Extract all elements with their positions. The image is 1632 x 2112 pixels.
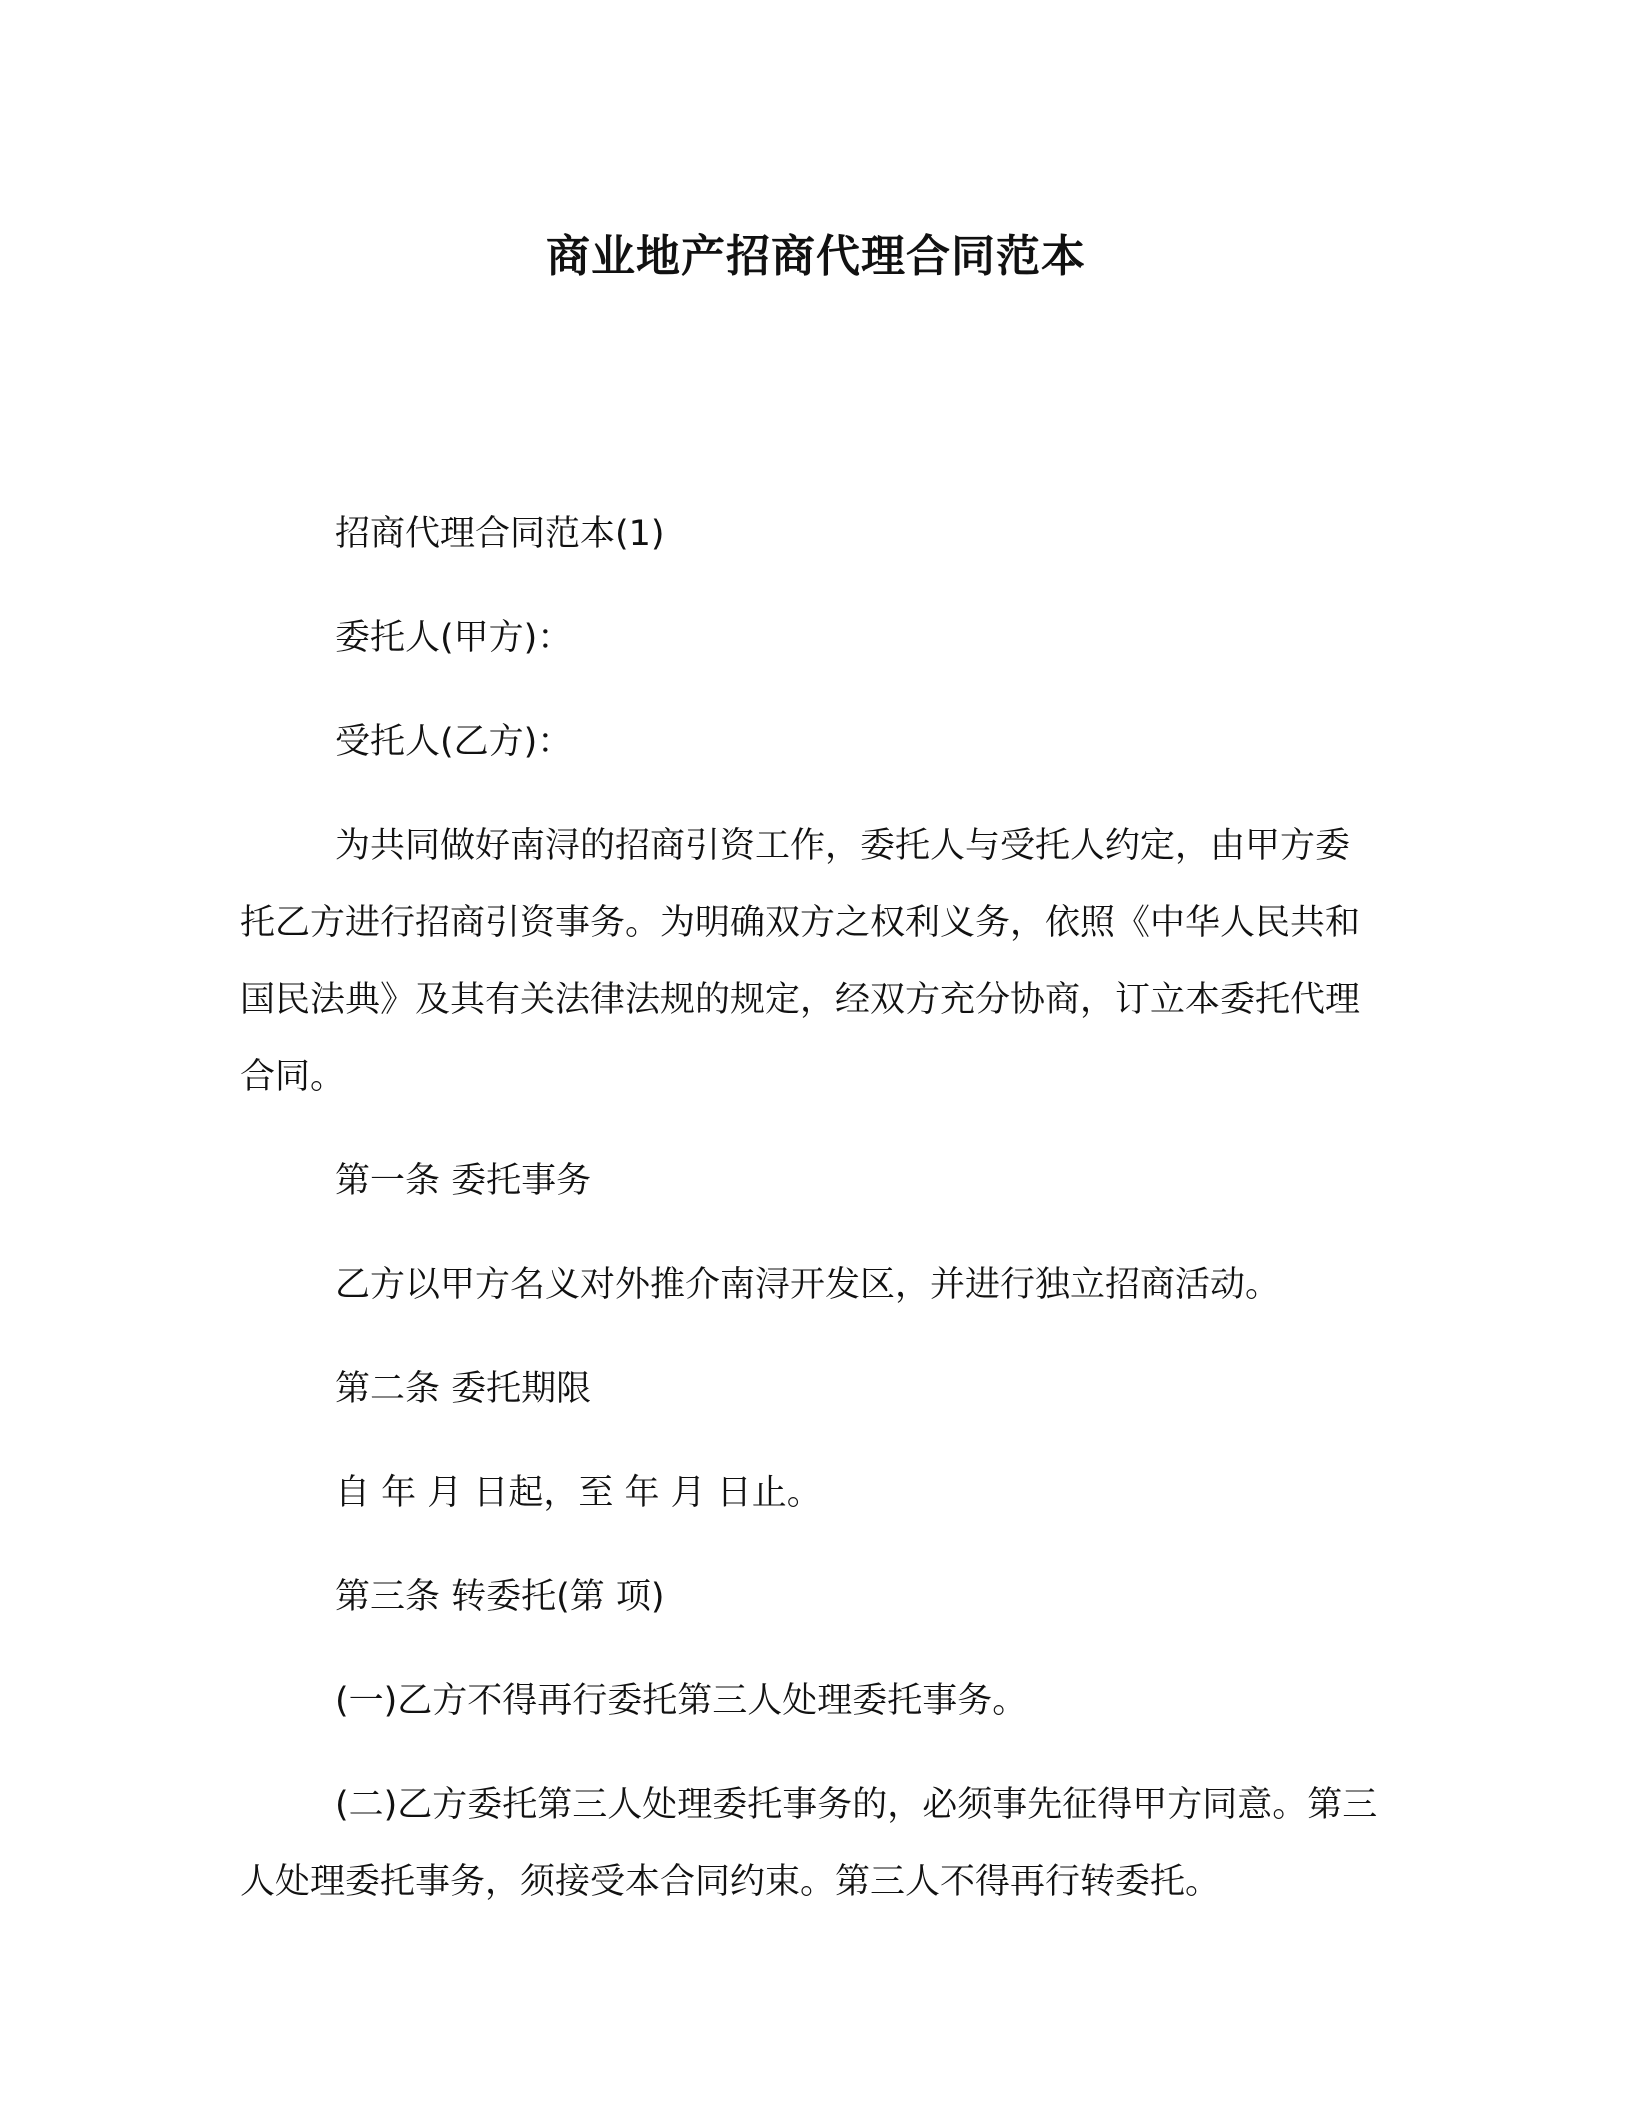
preamble-paragraph: 为共同做好南浔的招商引资工作，委托人与受托人约定，由甲方委托乙方进行招商引资事务。为明确双方之权利义务，依照《中华人民共和国民法典》及其有关法律法规的规定，经双方充分协商，订立本委托代理合同。 [240,826,1361,1097]
subtitle-paragraph: 招商代理合同范本(1) [335,514,665,554]
article-2-text: 自 年 月 日起，至 年 月 日止。 [335,1473,822,1513]
article-2-heading: 第二条 委托期限 [335,1369,592,1409]
document-body [240,496,1380,1948]
article-1-text: 乙方以甲方名义对外推介南浔开发区，并进行独立招商活动。 [335,1265,1281,1305]
document-title: 商业地产招商代理合同范本 [546,231,1086,282]
article-3-item-2: (二)乙方委托第三人处理委托事务的，必须事先征得甲方同意。第三人处理委托事务，须接受本合同约束。第三人不得再行转委托。 [240,1785,1378,1902]
article-1-heading: 第一条 委托事务 [335,1161,592,1201]
party-b-line: 受托人(乙方)： [335,722,573,762]
article-3-heading: 第三条 转委托(第 项) [335,1577,665,1617]
party-a-line: 委托人(甲方)： [335,618,573,658]
article-3-item-1: (一)乙方不得再行委托第三人处理委托事务。 [335,1681,1028,1721]
